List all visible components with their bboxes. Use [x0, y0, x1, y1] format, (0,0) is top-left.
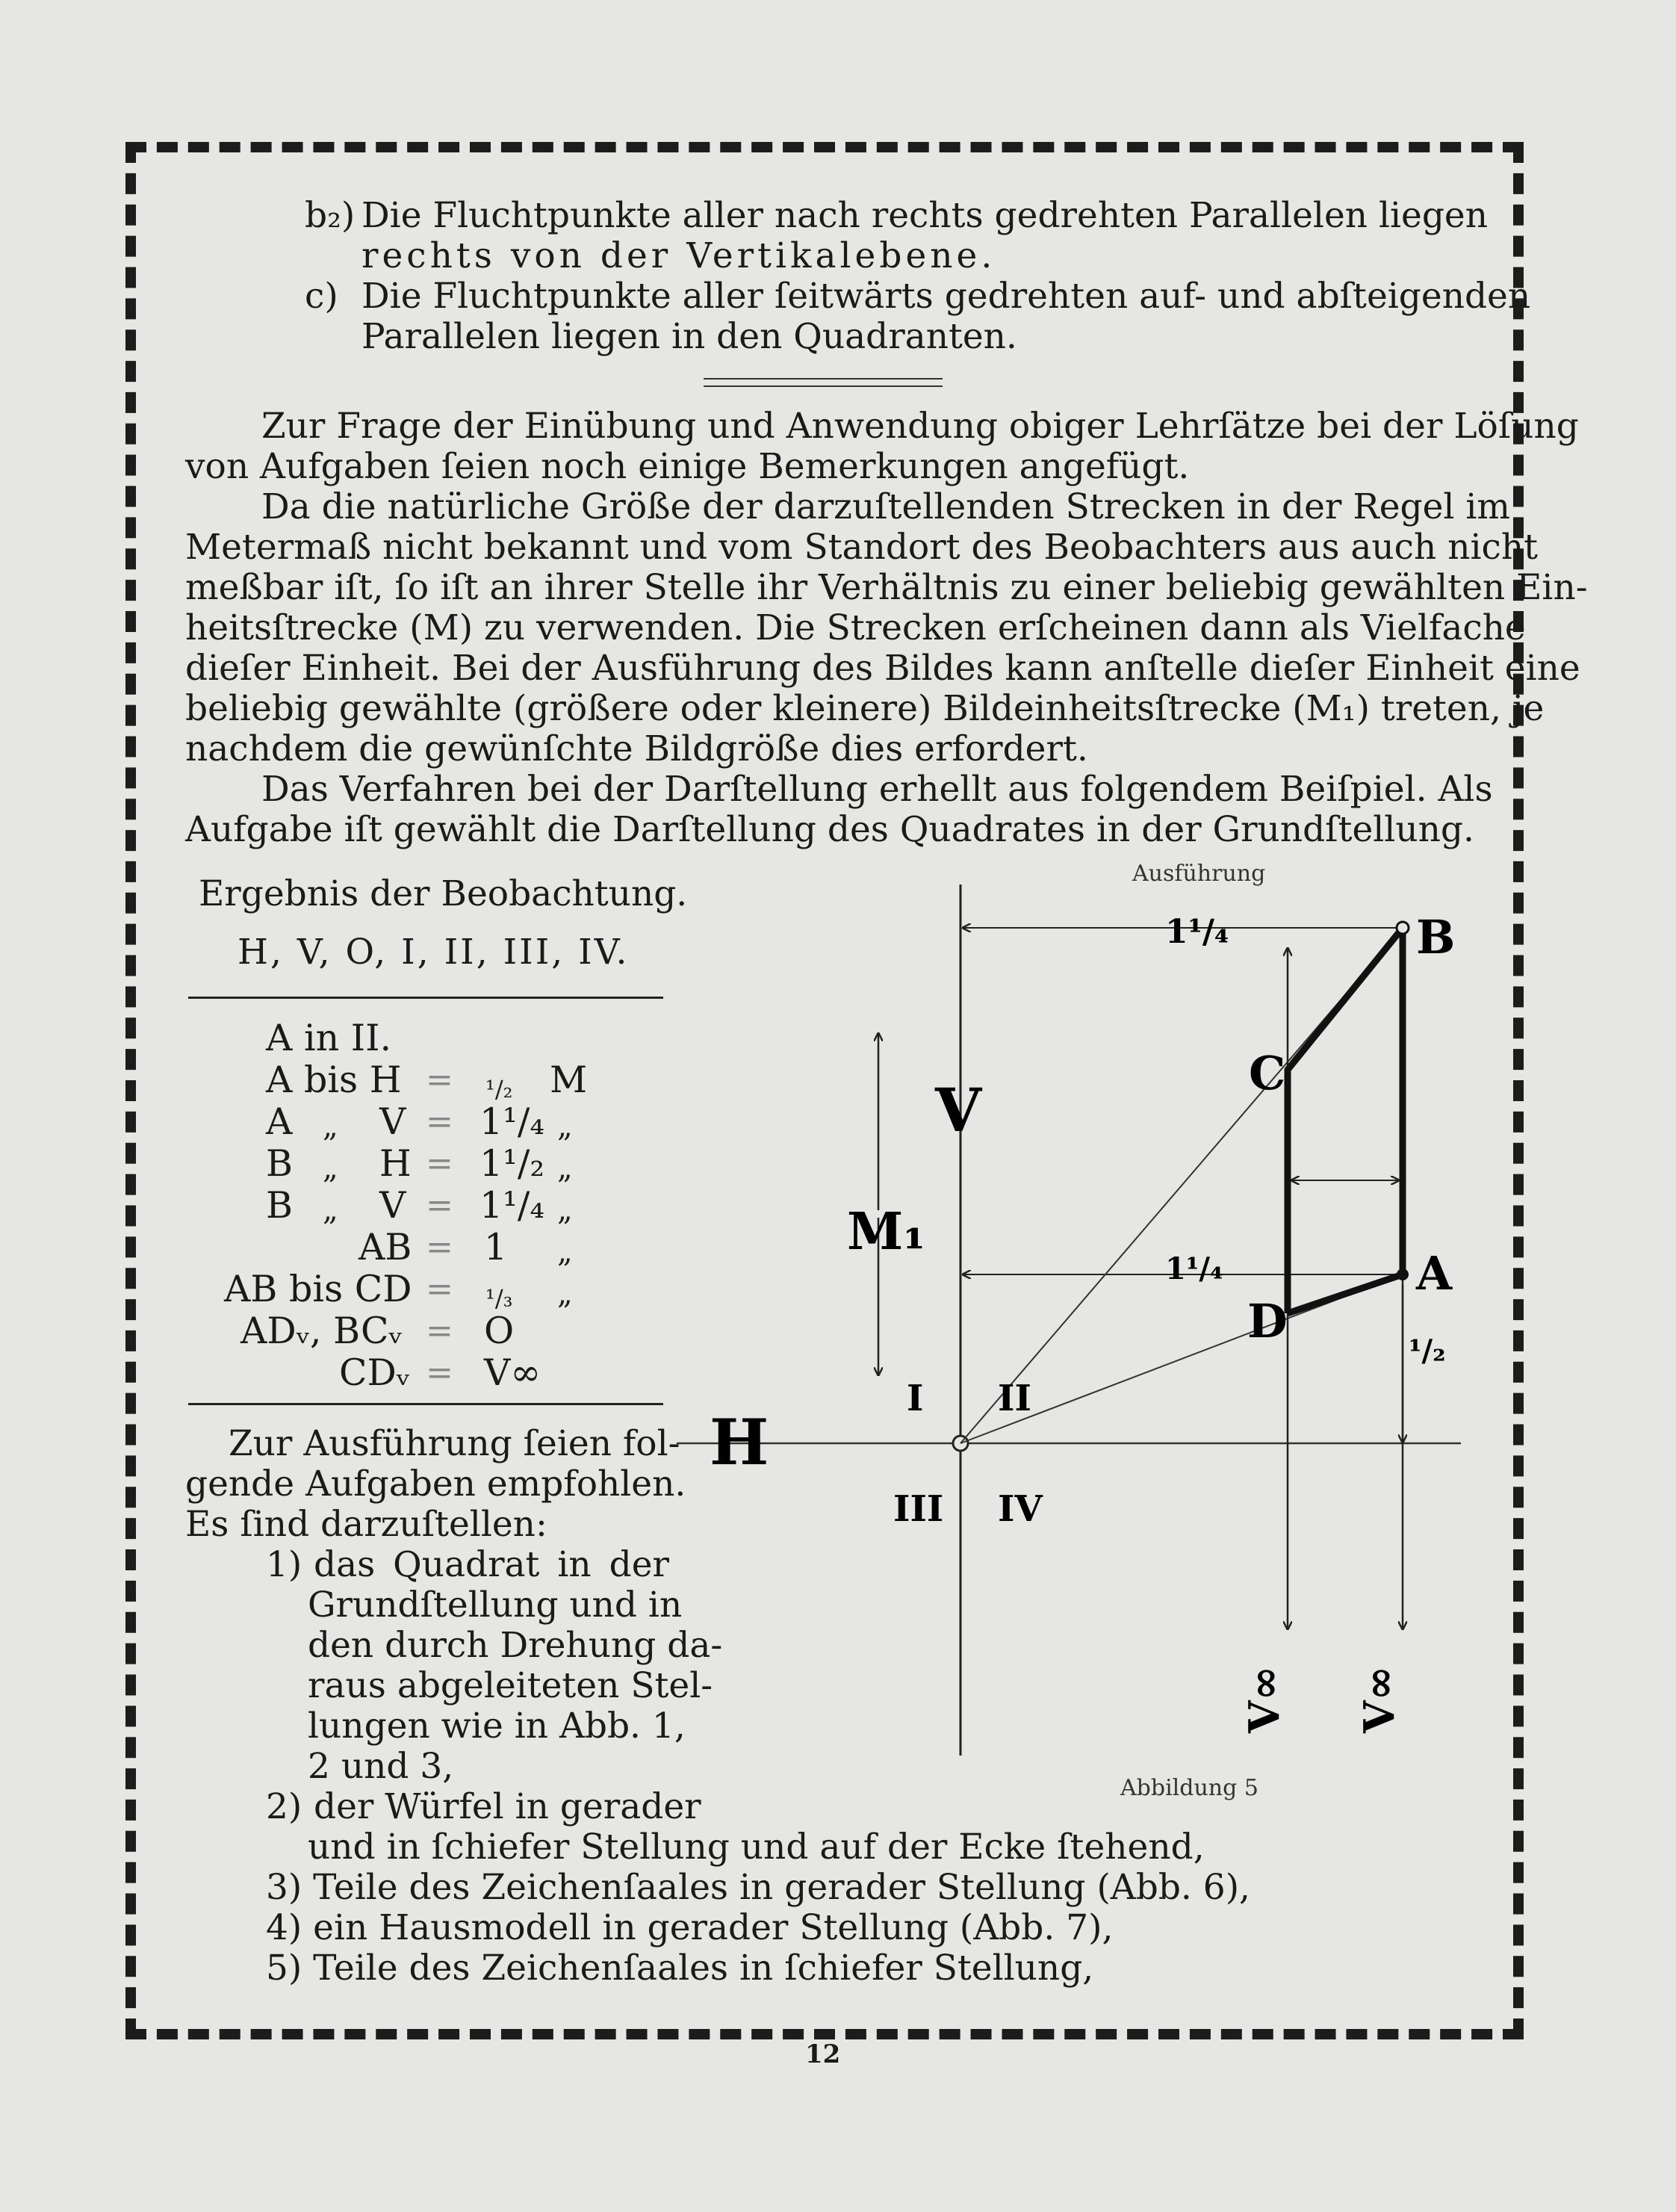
dim-top-label: 1¹/₄ — [1165, 913, 1229, 951]
table-row-5-eq: = — [426, 1186, 453, 1224]
table-row-7-left: AB bis CD — [224, 1268, 412, 1310]
table-row-8-val: O — [484, 1310, 515, 1352]
dim-mid-label: 1¹/₄ — [1165, 1251, 1223, 1286]
table-row-3-eq: = — [426, 1103, 453, 1141]
projected-square — [1288, 928, 1403, 1313]
table-row-4-eq: = — [426, 1144, 453, 1183]
table-row-9-val: V∞ — [484, 1351, 541, 1394]
list-c-line2: Parallelen liegen in den Quadranten. — [361, 316, 1017, 357]
table-row-1: A in II. — [266, 1017, 392, 1059]
list-b2-line2: rechts von der Vertikalebene. — [361, 235, 996, 276]
table-row-2-unit: M — [550, 1059, 588, 1101]
table-row-2-left: A bis H — [266, 1059, 402, 1101]
para1-line1: Zur Frage der Einübung und Anwendung obiger Lehrſätze bei der Löſung — [261, 406, 1579, 447]
list-marker-c: c) — [305, 276, 338, 317]
task-1-line4: raus abgeleiteten Stel- — [308, 1665, 713, 1706]
observation-title: Ergebnis der Beobachtung. — [199, 873, 688, 914]
table-row-3-val: 1¹/₄ — [479, 1100, 544, 1143]
table-row-6-eq: = — [426, 1228, 453, 1266]
label-quadrant-1: I — [907, 1378, 924, 1419]
para3-line1: Das Verfahren bei der Darſtellung erhellt aus folgendem Beiſpiel. Als — [261, 769, 1493, 810]
table-row-3-unit: „ — [557, 1109, 573, 1144]
label-quadrant-2: II — [998, 1378, 1031, 1419]
table-row-5-left: B — [266, 1184, 294, 1227]
page-number: 12 — [805, 2039, 841, 2069]
para2-line7: nachdem die gewünſchte Bildgröße dies erfordert. — [185, 728, 1088, 769]
table-row-3-axis: V — [379, 1100, 406, 1143]
table-row-7-val: ¹/₃ — [485, 1284, 513, 1313]
para2-line2: Metermaß nicht bekannt und vom Standort des Beobachters aus auch nicht — [185, 527, 1538, 568]
label-quadrant-4: IV — [998, 1488, 1043, 1530]
task-3: 3) Teile des Zeichenſaales in gerader Stellung (Abb. 6), — [266, 1867, 1250, 1908]
task-2-line2: und in ſchiefer Stellung und auf der Ecke ſtehend, — [308, 1827, 1205, 1868]
table-row-8-left: ADᵥ, BCᵥ — [240, 1310, 403, 1352]
table-row-8-eq: = — [426, 1312, 453, 1350]
task-1-line6: 2 und 3, — [308, 1746, 454, 1787]
figure-caption: Abbildung 5 — [1120, 1775, 1258, 1801]
label-vinf-2: V∞ — [1355, 1665, 1404, 1733]
para2-line5: dieſer Einheit. Bei der Ausführung des Bildes kann anſtelle dieſer Einheit eine — [185, 648, 1580, 689]
table-row-9-eq: = — [426, 1354, 453, 1392]
label-a: A — [1416, 1246, 1453, 1301]
table-row-2-val: ¹/₂ — [485, 1075, 513, 1103]
figure-header: Ausführung — [1132, 861, 1266, 887]
dim-half-label: ¹/₂ — [1409, 1333, 1446, 1369]
task-1-line5: lungen wie in Abb. 1, — [308, 1706, 686, 1747]
label-vinf-1: V∞ — [1240, 1665, 1289, 1733]
tasks-intro-line2: gende Aufgaben empfohlen. — [185, 1463, 686, 1505]
table-row-3-ditto: „ — [323, 1109, 338, 1144]
label-b: B — [1416, 910, 1456, 964]
table-row-4-left: B — [266, 1142, 294, 1185]
point-a — [1397, 1268, 1409, 1280]
point-b — [1397, 922, 1409, 934]
task-1-marker: 1) — [266, 1544, 302, 1585]
para1-line2: von Aufgaben ſeien noch einige Bemerkungen angefügt. — [185, 446, 1190, 487]
table-row-7-unit: „ — [557, 1277, 573, 1311]
label-h: H — [710, 1405, 769, 1479]
para2-line6: beliebig gewählte (größere oder kleinere) Bildeinheitsſtrecke (M₁) treten, je — [185, 688, 1545, 729]
observation-codes: H, V, O, I, II, III, IV. — [238, 932, 630, 973]
tasks-intro-line3: Es ſind darzuſtellen: — [185, 1504, 547, 1545]
table-row-5-ditto: „ — [323, 1193, 338, 1227]
table-row-6-left: AB — [359, 1226, 412, 1268]
table-row-4-unit: „ — [557, 1151, 573, 1186]
label-v: V — [935, 1075, 982, 1145]
list-c-line1: Die Fluchtpunkte aller ſeitwärts gedrehten auf- und abſteigenden — [361, 276, 1531, 317]
list-b2-line1: Die Fluchtpunkte aller nach rechts gedrehten Parallelen liegen — [361, 195, 1489, 236]
table-row-5-unit: „ — [557, 1193, 573, 1227]
task-5: 5) Teile des Zeichenſaales in ſchiefer Stellung, — [266, 1948, 1094, 1989]
task-2-marker: 2) — [266, 1786, 302, 1827]
table-row-7-eq: = — [426, 1270, 453, 1308]
para2-line3: meßbar iſt, ſo iſt an ihrer Stelle ihr Verhältnis zu einer beliebig gewählten Ein- — [185, 567, 1588, 608]
task-4: 4) ein Hausmodell in gerader Stellung (Abb. 7), — [266, 1907, 1114, 1948]
table-row-5-val: 1¹/₄ — [479, 1184, 544, 1227]
table-row-4-val: 1¹/₂ — [479, 1142, 544, 1185]
para2-line1: Da die natürliche Größe der darzuſtellenden Strecken in der Regel im — [261, 486, 1510, 527]
task-1-line2: Grundſtellung und in — [308, 1584, 683, 1626]
table-row-5-axis: V — [379, 1184, 406, 1227]
table-row-4-axis: H — [379, 1142, 412, 1185]
label-d: D — [1247, 1294, 1288, 1348]
table-row-4-ditto: „ — [323, 1151, 338, 1186]
table-row-3-left: A — [266, 1100, 293, 1143]
label-quadrant-3: III — [893, 1488, 944, 1530]
tasks-intro-line1: Zur Ausführung ſeien fol- — [229, 1423, 680, 1464]
table-row-9-left: CDᵥ — [339, 1351, 411, 1394]
label-c: C — [1249, 1046, 1286, 1100]
task-2-line1: der Würfel in gerader — [314, 1786, 701, 1827]
table-row-2-eq: = — [426, 1061, 453, 1099]
table-row-6-val: 1 — [484, 1226, 508, 1268]
table-row-6-unit: „ — [557, 1235, 573, 1269]
label-m1: M₁ — [847, 1202, 926, 1262]
list-marker-b2: b₂) — [305, 195, 356, 236]
para3-line2: Aufgabe iſt gewählt die Darſtellung des Quadrates in der Grundſtellung. — [185, 809, 1474, 850]
task-1-line3: den durch Drehung da- — [308, 1625, 723, 1666]
task-1-line1: das Quadrat in der — [314, 1544, 669, 1585]
para2-line4: heitsſtrecke (M) zu verwenden. Die Strecken erſcheinen dann als Vielfache — [185, 607, 1526, 648]
